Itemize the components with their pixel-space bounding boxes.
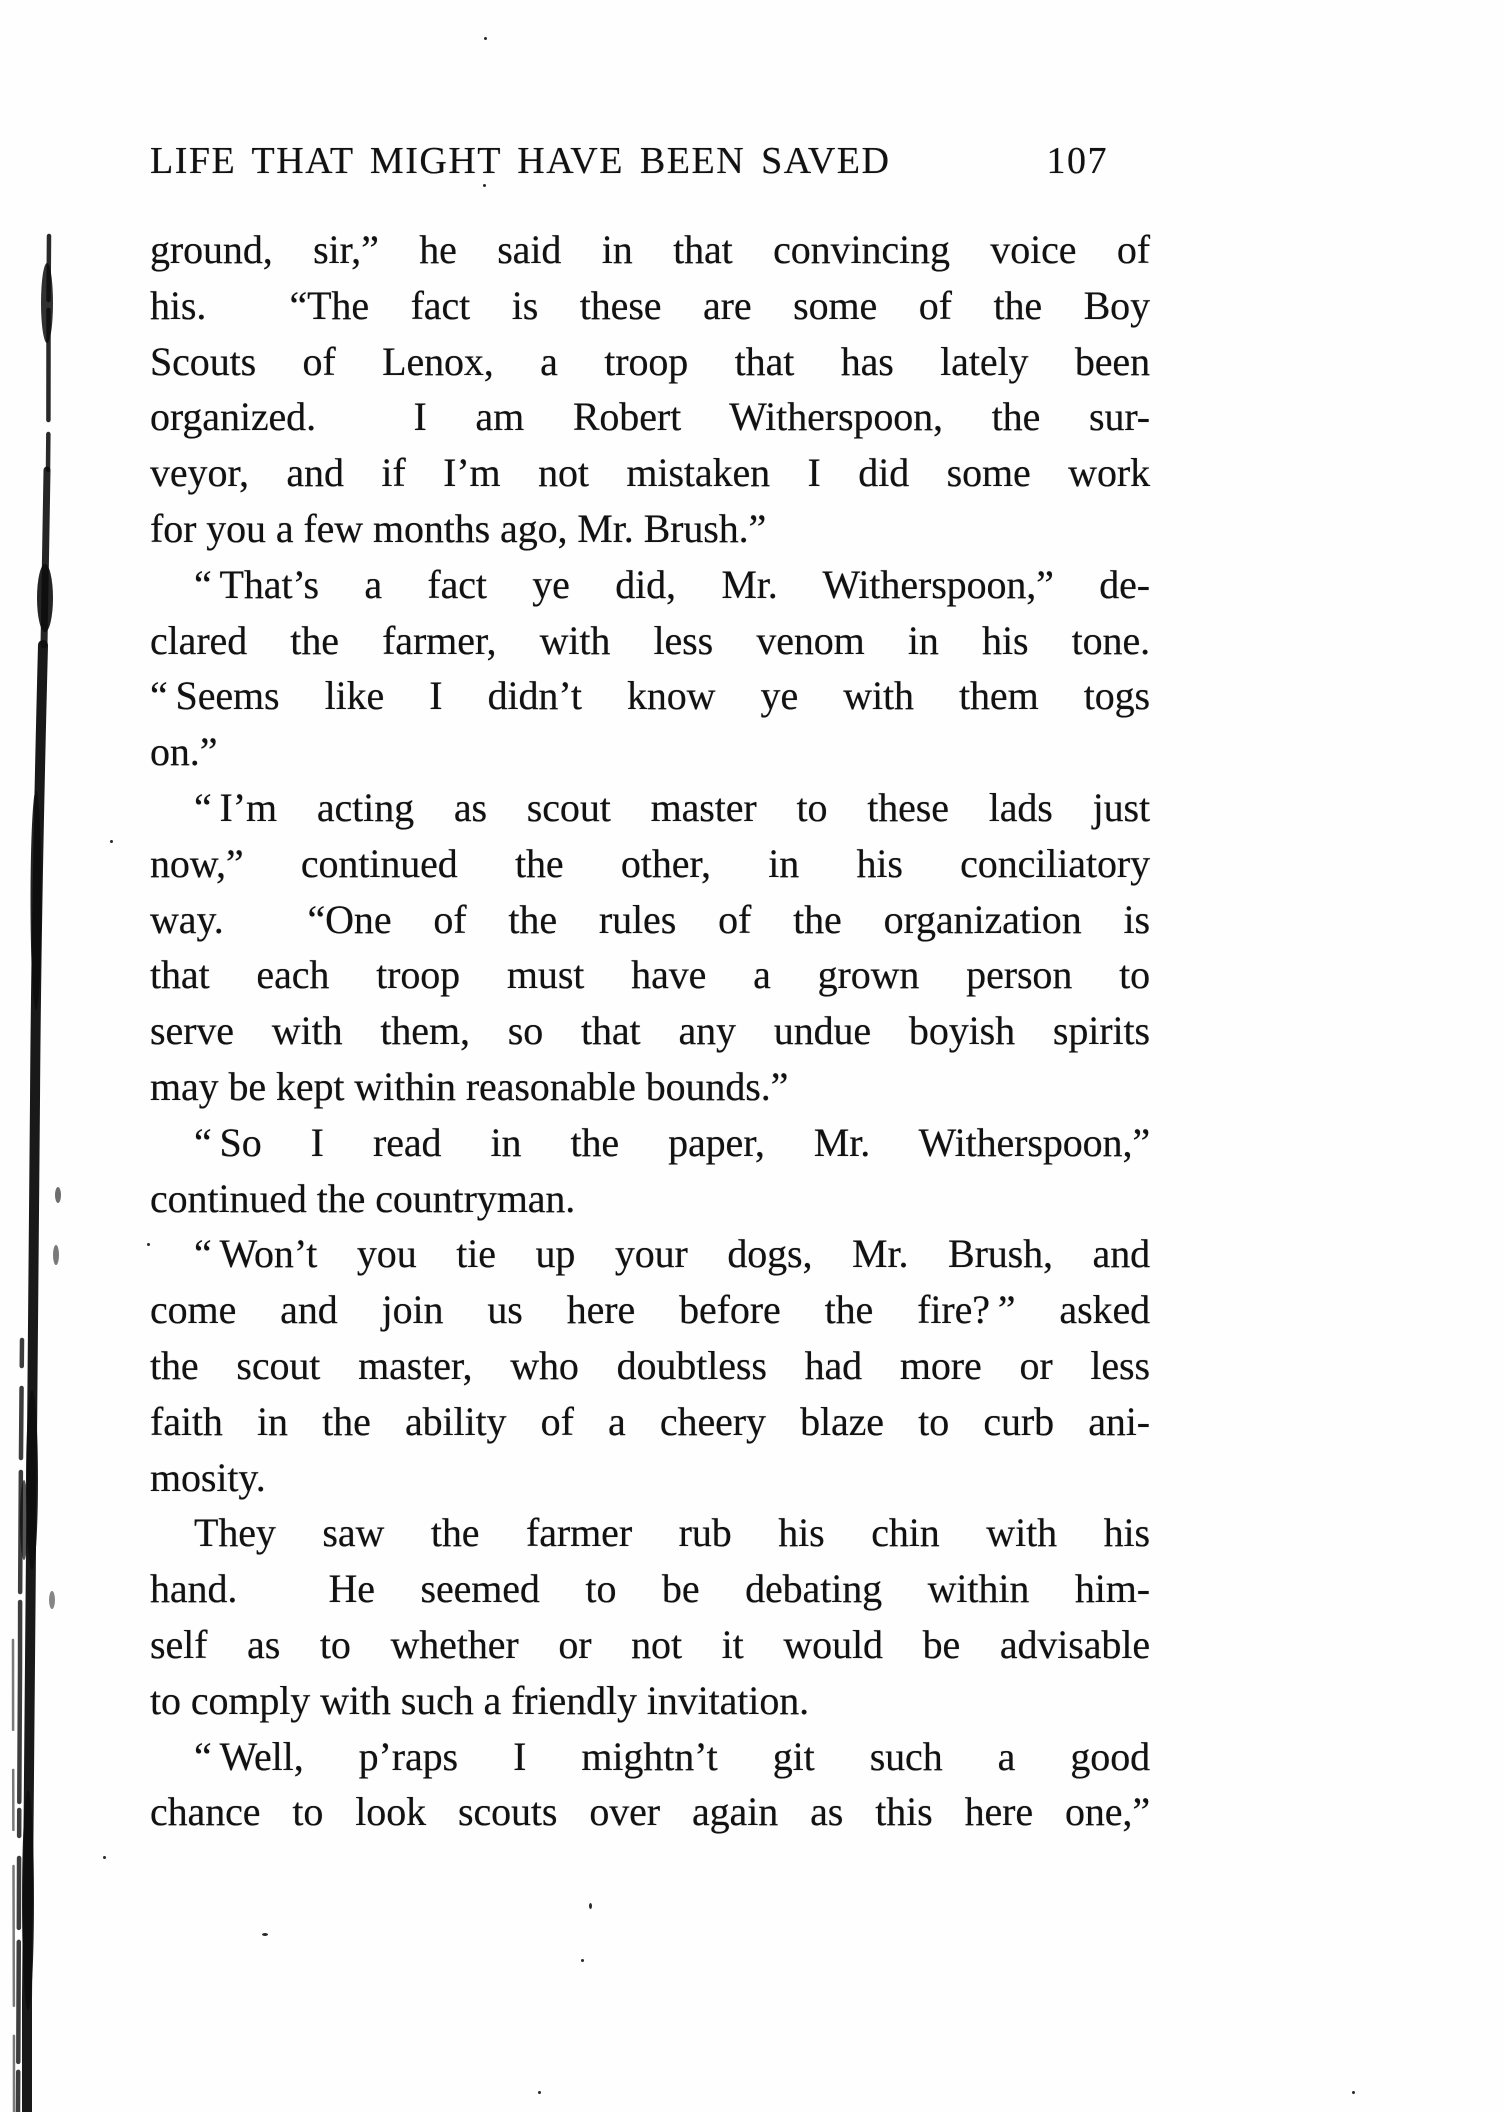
text-line: to comply with such a friendly invitation.: [150, 1677, 810, 1723]
text-line: hand. He seemed to be debating within him-: [150, 1566, 1150, 1612]
text-line: continued the countryman.: [150, 1175, 576, 1221]
text-line: serve with them, so that any undue boyish spirits: [150, 1008, 1150, 1054]
text-line: the scout master, who doubtless had more or less: [150, 1342, 1150, 1388]
text-line: way. “One of the rules of the organization is: [150, 896, 1150, 942]
text-line: on.”: [150, 729, 218, 775]
text-line: clared the farmer, with less venom in his tone.: [150, 617, 1150, 663]
page-header: [150, 138, 1108, 184]
scan-speck: [262, 1933, 268, 1936]
text-line: chance to look scouts over again as this here one,”: [150, 1789, 1150, 1835]
text-line: now,” continued the other, in his conciliatory: [150, 840, 1150, 886]
text-line: “ Seems like I didn’t know ye with them togs: [150, 673, 1150, 719]
scan-speck: [483, 184, 486, 187]
text-line: his. “The fact is these are some of the Boy: [150, 282, 1150, 328]
text-line: They saw the farmer rub his chin with his: [194, 1510, 1150, 1556]
text-line: mosity.: [150, 1454, 266, 1500]
text-line: “ That’s a fact ye did, Mr. Witherspoon,” de-: [194, 561, 1150, 607]
page-number: 107: [1046, 140, 1108, 182]
scan-speck: [589, 1903, 592, 1909]
scan-speck: [103, 1856, 106, 1859]
text-line: may be kept within reasonable bounds.”: [150, 1063, 789, 1109]
text-line: “ Well, p’raps I mightn’t git such a good: [194, 1733, 1150, 1779]
text-line: Scouts of Lenox, a troop that has lately been: [150, 338, 1150, 384]
text-line: veyor, and if I’m not mistaken I did some work: [150, 450, 1150, 496]
text-line: “ I’m acting as scout master to these lads just: [194, 784, 1150, 830]
text-line: for you a few months ago, Mr. Brush.”: [150, 505, 767, 551]
scan-speck: [110, 840, 113, 843]
scan-speck: [1352, 2091, 1355, 2094]
text-column: [150, 222, 1150, 1840]
text-line: ground, sir,” he said in that convincing voice of: [150, 227, 1150, 272]
text-line: self as to whether or not it would be advisable: [150, 1621, 1150, 1667]
text-line: “ Won’t you tie up your dogs, Mr. Brush, and: [194, 1231, 1150, 1277]
scan-speck: [484, 37, 487, 40]
text-line: faith in the ability of a cheery blaze to curb ani-: [150, 1398, 1150, 1444]
text-line: come and join us here before the fire? ” asked: [150, 1287, 1150, 1333]
text-line: “ So I read in the paper, Mr. Witherspoon,”: [194, 1119, 1150, 1165]
running-head-title: LIFE THAT MIGHT HAVE BEEN SAVED: [150, 140, 891, 182]
text-line: organized. I am Robert Witherspoon, the sur-: [150, 394, 1150, 440]
binding-shadow-artifact: [0, 0, 170, 2112]
text-line: that each troop must have a grown person to: [150, 952, 1150, 998]
scan-speck: [538, 2091, 541, 2094]
scan-speck: [581, 1959, 584, 1962]
